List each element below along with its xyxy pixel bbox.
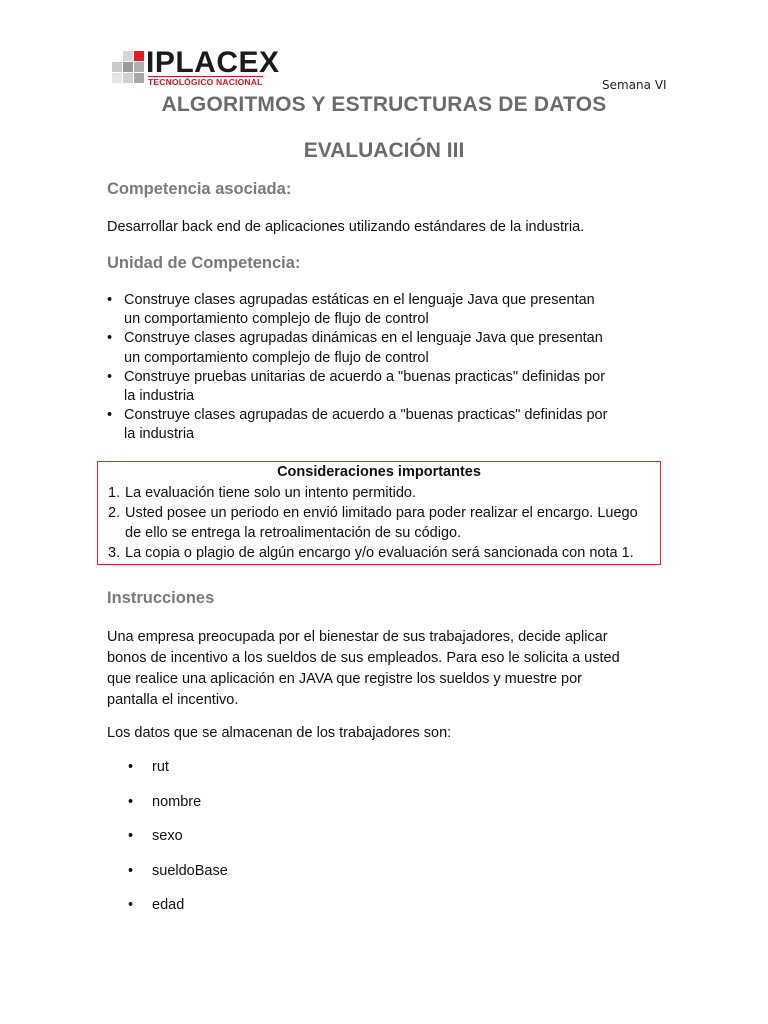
logo-name: IPLACEX xyxy=(146,46,280,79)
dato-item: • sexo xyxy=(128,826,228,861)
consideraciones-box xyxy=(97,461,661,565)
consideraciones-list xyxy=(108,483,664,563)
logo-squares-icon xyxy=(112,50,146,88)
consideracion-item: 2. Usted posee un periodo en envió limitado para poder realizar el encargo. Luego de ello se entrega la retroalimentación de su código. xyxy=(108,505,638,541)
iplacex-logo xyxy=(112,46,280,88)
competencia-text: Desarrollar back end de aplicaciones utilizando estándares de la industria. xyxy=(107,219,585,235)
document-title: ALGORITMOS Y ESTRUCTURAS DE DATOS xyxy=(161,93,607,116)
dato-item: • rut xyxy=(128,757,228,792)
competencia-heading: Competencia asociada: xyxy=(107,180,292,198)
logo-subtitle: TECNOLÓGICO NACIONAL xyxy=(148,77,263,87)
unidad-list xyxy=(107,291,667,445)
dato-item: • sueldoBase xyxy=(128,861,228,896)
unidad-item: • Construye clases agrupadas estáticas en el lenguaje Java que presentan un comportamiento complejo de flujo de control xyxy=(107,291,667,329)
consideracion-item: 3. La copia o plagio de algún encargo y/o evaluación será sancionada con nota 1. xyxy=(108,545,634,561)
datos-list xyxy=(128,757,228,930)
unidad-item: • Construye pruebas unitarias de acuerdo a "buenas practicas" definidas por la industria xyxy=(107,368,667,406)
unidad-item: • Construye clases agrupadas dinámicas en el lenguaje Java que presentan un comportamiento complejo de flujo de control xyxy=(107,329,667,367)
unidad-item: • Construye clases agrupadas de acuerdo a "buenas practicas" definidas por la industria xyxy=(107,406,667,444)
dato-item: • nombre xyxy=(128,792,228,827)
consideracion-item: 1. La evaluación tiene solo un intento permitido. xyxy=(108,485,416,501)
instrucciones-paragraph: Una empresa preocupada por el bienestar de sus trabajadores, decide aplicar bonos de incentivo a los sueldos de sus empleados. Para eso le solicita a usted que realice una aplicación en JAVA que registre los sueldos y muestre por pantalla el incentivo. xyxy=(107,629,620,708)
consideraciones-title: Consideraciones importantes xyxy=(277,464,481,480)
week-label: Semana VI xyxy=(602,78,667,92)
unidad-heading: Unidad de Competencia: xyxy=(107,254,301,272)
datos-intro: Los datos que se almacenan de los trabajadores son: xyxy=(107,725,452,741)
instrucciones-heading: Instrucciones xyxy=(107,589,215,607)
dato-item: • edad xyxy=(128,895,228,930)
evaluation-title: EVALUACIÓN III xyxy=(303,139,465,162)
